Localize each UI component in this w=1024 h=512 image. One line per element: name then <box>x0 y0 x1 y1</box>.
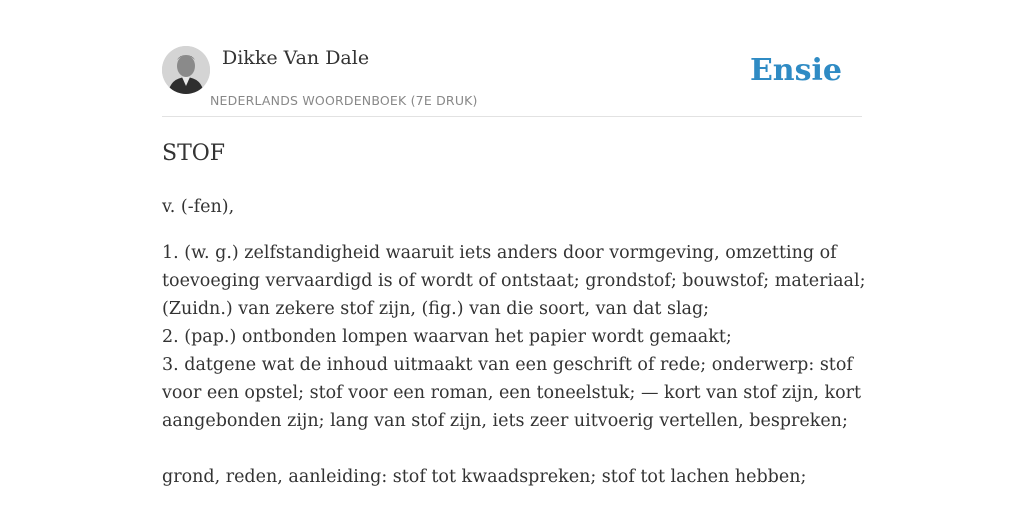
dictionary-source[interactable]: NEDERLANDS WOORDENBOEK (7E DRUK) <box>210 93 478 108</box>
definition-line: toevoeging vervaardigd is of wordt of ontstaat; grondstof; bouwstof; materiaal; <box>162 271 866 291</box>
definition-line: grond, reden, aanleiding: stof tot kwaadspreken; stof tot lachen hebben; <box>162 467 807 487</box>
definition-line: (Zuidn.) van zekere stof zijn, (fig.) van die soort, van dat slag; <box>162 299 710 319</box>
grammar-info: v. (-fen), <box>162 197 235 217</box>
portrait-photo-icon <box>162 46 210 94</box>
author-name[interactable]: Dikke Van Dale <box>222 47 370 69</box>
site-logo[interactable]: Ensie <box>749 53 842 88</box>
definition-spacer <box>162 435 862 463</box>
definition-line: 1. (w. g.) zelfstandigheid waaruit iets anders door vormgeving, omzetting of <box>162 243 837 263</box>
header <box>162 46 862 117</box>
entry-title: STOF <box>162 141 226 166</box>
definition-line: voor een opstel; stof voor een roman, een toneelstuk; — kort van stof zijn, kort <box>162 383 862 403</box>
definition-text <box>162 239 866 491</box>
definition-line: 3. datgene wat de inhoud uitmaakt van een geschrift of rede; onderwerp: stof <box>162 355 853 375</box>
author-avatar[interactable] <box>162 46 210 94</box>
definition-line: 2. (pap.) ontbonden lompen waarvan het papier wordt gemaakt; <box>162 327 732 347</box>
definition-line: aangebonden zijn; lang van stof zijn, iets zeer uitvoerig vertellen, bespreken; <box>162 411 848 431</box>
